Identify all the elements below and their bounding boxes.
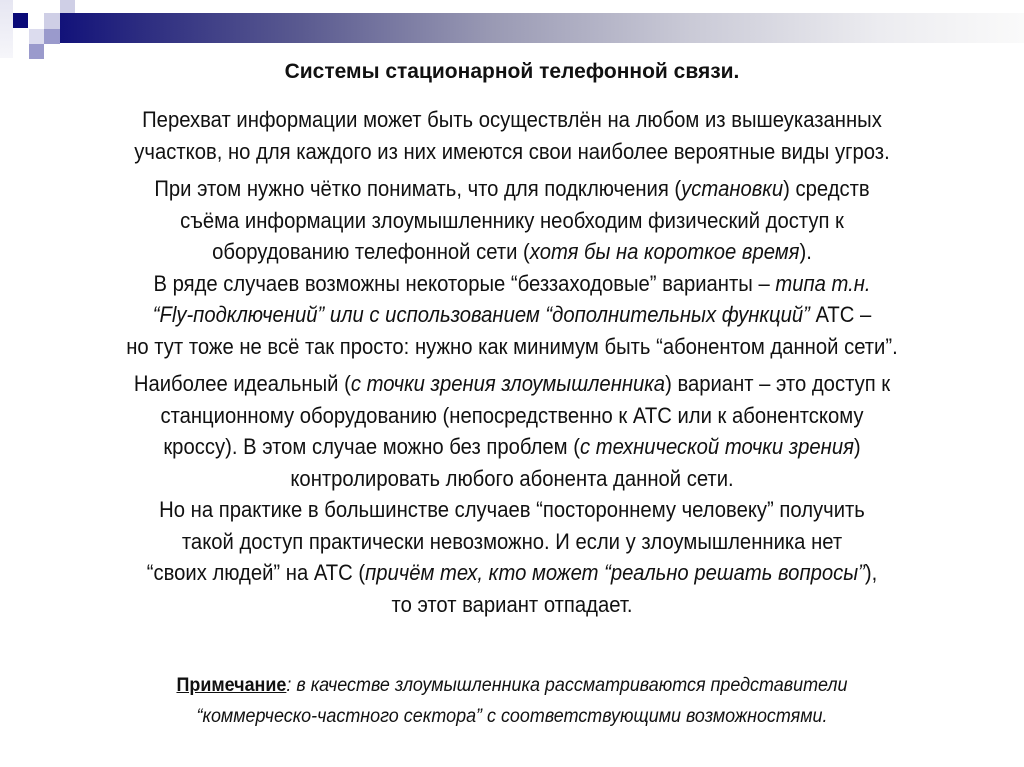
slide-title: Системы стационарной телефонной связи. <box>284 60 740 83</box>
text-line <box>51 236 973 268</box>
text-run: ) вариант – это доступ к <box>665 371 891 396</box>
text-line <box>51 268 973 300</box>
text-line: но тут тоже не всё так просто: нужно как минимум быть “абонентом данной сети”. <box>126 333 898 359</box>
italic-run: причём тех, кто может “реально решать вопросы” <box>365 560 865 585</box>
decor-square-mid-2 <box>44 29 60 44</box>
note-label: Примечание <box>176 674 287 696</box>
italic-run: “Fly-подключений” или с использованием “дополнительных функций” <box>152 302 810 327</box>
text-line <box>51 557 973 589</box>
text-line: то этот вариант отпадает. <box>391 591 633 617</box>
text-line: Перехват информации может быть осуществлён на любом из вышеуказанных <box>142 107 882 132</box>
text-line <box>51 173 973 205</box>
text-line: участков, но для каждого из них имеются свои наиболее вероятные виды угроз. <box>134 138 890 164</box>
text-line: станционному оборудованию (непосредственно к АТС или к абонентскому <box>160 402 864 428</box>
text-run: При этом нужно чётко понимать, что для подключения ( <box>154 176 682 201</box>
italic-run: установки <box>681 176 784 201</box>
text-run: ), <box>864 560 878 585</box>
text-run: ). <box>799 239 812 264</box>
text-run: ) средств <box>783 176 870 201</box>
decor-square-pale <box>44 13 60 29</box>
note-line <box>41 670 983 701</box>
note-line <box>41 701 983 732</box>
text-line <box>51 431 973 463</box>
decor-square-dark <box>13 13 28 28</box>
header-gradient-bar <box>60 13 1024 43</box>
text-line: Но на практике в большинстве случаев “постороннему человеку” получить <box>159 497 865 522</box>
decor-square-pale-top <box>60 0 75 13</box>
decor-square-pale-2 <box>29 29 44 44</box>
italic-run: типа т.н. <box>775 270 871 296</box>
text-run: Наиболее идеальный ( <box>133 371 351 396</box>
paragraph-3 <box>0 368 1024 620</box>
paragraph-2 <box>0 173 1024 362</box>
paragraph-1 <box>0 104 1024 167</box>
slide-body <box>0 104 1024 620</box>
text-line: съёма информации злоумышленнику необходим физический доступ к <box>180 207 844 233</box>
text-run: В ряде случаев возможны некоторые “беззаходовые” варианты – <box>153 270 776 296</box>
text-line: такой доступ практически невозможно. И если у злоумышленника нет <box>181 528 843 554</box>
italic-run: с точки зрения злоумышленника <box>350 371 666 396</box>
slide-note <box>0 670 1024 732</box>
text-line <box>51 368 973 400</box>
decor-square-mid-3 <box>29 44 44 59</box>
italic-run: : в качестве злоумышленника рассматриваются представители <box>286 674 848 696</box>
text-line: контролировать любого абонента данной сети. <box>290 465 734 491</box>
italic-run: “коммерческо-частного сектора” с соответствующими возможностями. <box>196 705 828 727</box>
text-run: ) <box>853 434 861 459</box>
text-run: “своих людей” на АТС ( <box>146 560 366 585</box>
text-run: оборудованию телефонной сети ( <box>212 239 530 264</box>
italic-run: хотя бы на короткое время <box>529 239 800 264</box>
text-run: кроссу). В этом случае можно без проблем ( <box>163 434 580 459</box>
decor-square-light <box>0 0 13 58</box>
text-line <box>51 299 973 331</box>
text-run: АТС – <box>809 302 872 327</box>
italic-run: с технической точки зрения <box>579 434 854 459</box>
